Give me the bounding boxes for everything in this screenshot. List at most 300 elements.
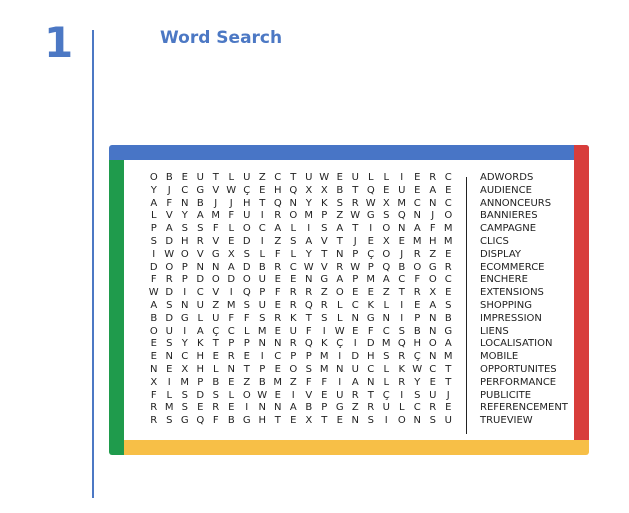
grid-letter: C (367, 363, 375, 375)
grid-letter: B (398, 261, 406, 273)
grid-letter: R (196, 235, 204, 247)
grid-letter: P (352, 274, 359, 286)
grid-letter: E (367, 235, 374, 247)
grid-letter: Q (397, 338, 406, 350)
grid-letter: G (366, 210, 375, 222)
grid-letter: O (335, 287, 344, 299)
grid-letter: L (259, 248, 266, 260)
grid-letter: A (165, 223, 173, 235)
grid-letter: R (150, 415, 158, 427)
grid-letter: C (274, 172, 282, 183)
grid-letter: H (258, 415, 267, 427)
grid-letter: F (243, 312, 250, 324)
grid-letter: X (305, 184, 313, 196)
grid-letter: H (413, 338, 422, 350)
grid-letter: Z (274, 235, 282, 247)
word-list-item: CAMPAGNE (480, 223, 537, 235)
word-list-item: MOBILE (480, 351, 519, 363)
grid-letter: Z (382, 287, 390, 299)
grid-letter: N (227, 363, 235, 375)
grid-letter: D (149, 261, 158, 273)
grid-letter: R (367, 402, 375, 414)
grid-row (146, 390, 456, 403)
grid-letter: C (289, 261, 297, 273)
grid-letter: C (351, 299, 359, 311)
grid-letter: E (228, 235, 235, 247)
word-list (480, 172, 575, 428)
letter-grid (146, 172, 456, 428)
grid-letter: Y (414, 376, 421, 388)
grid-letter: V (212, 184, 220, 196)
grid-letter: P (367, 261, 374, 273)
grid-letter: E (212, 351, 219, 363)
grid-letter: W (350, 210, 361, 222)
grid-letter: Q (196, 415, 205, 427)
word-list-item: LIENS (480, 325, 509, 337)
grid-letter: F (228, 210, 235, 222)
grid-letter: S (290, 235, 297, 247)
grid-letter: M (180, 376, 190, 388)
word-list-item: AUDIENCE (480, 184, 532, 196)
grid-letter: L (383, 172, 390, 183)
grid-letter: N (274, 338, 282, 350)
grid-letter: K (320, 197, 328, 209)
grid-letter: Q (242, 287, 251, 299)
grid-letter: P (197, 376, 204, 388)
grid-letter: H (196, 351, 205, 363)
grid-letter: E (228, 376, 235, 388)
grid-letter: U (196, 299, 204, 311)
word-list-item: REFERENCEMENT (480, 402, 568, 414)
grid-letter: S (197, 223, 204, 235)
grid-letter: M (412, 235, 422, 247)
grid-row (146, 236, 456, 249)
grid-letter: P (259, 287, 266, 299)
grid-letter: F (212, 223, 219, 235)
word-list-item: CLICS (480, 235, 509, 247)
grid-letter: N (429, 351, 437, 363)
grid-letter: P (321, 402, 328, 414)
grid-letter: E (321, 389, 328, 401)
grid-letter: O (289, 210, 298, 222)
grid-letter: Q (304, 299, 313, 311)
grid-letter: D (196, 389, 205, 401)
grid-letter: R (413, 287, 421, 299)
grid-letter: E (243, 351, 250, 363)
grid-letter: N (305, 274, 313, 286)
grid-letter: E (274, 274, 281, 286)
grid-letter: L (290, 248, 297, 260)
grid-letter: T (290, 172, 297, 183)
grid-letter: O (149, 172, 158, 183)
grid-letter: N (429, 197, 437, 209)
grid-row (146, 415, 456, 428)
grid-letter: O (180, 248, 189, 260)
word-list-item: EXTENSIONS (480, 287, 544, 299)
grid-letter: C (444, 197, 452, 209)
grid-letter: N (413, 415, 421, 427)
grid-letter: N (351, 312, 359, 324)
grid-letter: C (181, 351, 189, 363)
grid-letter: N (258, 402, 266, 414)
grid-letter: Z (212, 299, 220, 311)
grid-letter: I (400, 172, 404, 183)
grid-letter: N (274, 402, 282, 414)
grid-letter: E (274, 325, 281, 337)
grid-letter: P (181, 274, 188, 286)
grid-letter: L (383, 363, 390, 375)
grid-letter: S (243, 299, 250, 311)
grid-letter: D (165, 235, 174, 247)
grid-row (146, 262, 456, 275)
grid-letter: Y (181, 210, 188, 222)
grid-letter: W (334, 325, 345, 337)
grid-letter: D (242, 261, 251, 273)
grid-letter: R (305, 287, 313, 299)
grid-letter: K (289, 312, 297, 324)
grid-letter: B (305, 402, 313, 414)
grid-letter: N (367, 376, 375, 388)
grid-letter: R (212, 402, 220, 414)
grid-letter: E (166, 363, 173, 375)
grid-letter: S (181, 223, 188, 235)
grid-letter: J (167, 184, 171, 196)
grid-letter: S (181, 402, 188, 414)
grid-letter: J (431, 210, 435, 222)
grid-letter: E (414, 184, 421, 196)
word-list-item: SHOPPING (480, 299, 532, 311)
grid-letter: U (305, 172, 313, 183)
grid-letter: B (413, 325, 421, 337)
grid-letter: X (429, 287, 437, 299)
grid-letter: L (383, 376, 390, 388)
grid-letter: M (211, 210, 221, 222)
grid-letter: O (397, 415, 406, 427)
grid-letter: C (181, 184, 189, 196)
grid-letter: W (350, 261, 361, 273)
grid-letter: C (382, 325, 390, 337)
grid-letter: I (183, 287, 187, 299)
grid-letter: E (414, 299, 421, 311)
grid-letter: I (260, 351, 264, 363)
grid-letter: N (258, 338, 266, 350)
grid-letter: N (351, 415, 359, 427)
grid-letter: M (257, 325, 267, 337)
grid-letter: R (351, 197, 359, 209)
grid-letter: S (166, 299, 173, 311)
grid-letter: P (259, 363, 266, 375)
grid-letter: Z (258, 172, 266, 183)
grid-letter: L (367, 172, 374, 183)
grid-letter: L (228, 172, 235, 183)
grid-letter: T (305, 312, 312, 324)
grid-letter: O (242, 274, 251, 286)
grid-letter: K (196, 338, 204, 350)
grid-letter: X (227, 248, 235, 260)
grid-letter: H (428, 235, 437, 247)
grid-letter: P (150, 223, 157, 235)
word-list-item: ECOMMERCE (480, 261, 545, 273)
grid-letter: T (212, 338, 219, 350)
word-list-item: ADWORDS (480, 172, 534, 183)
grid-letter: J (400, 248, 404, 260)
grid-letter: I (400, 312, 404, 324)
grid-letter: P (321, 210, 328, 222)
grid-letter: E (274, 299, 281, 311)
grid-letter: U (258, 299, 266, 311)
grid-letter: N (382, 312, 390, 324)
grid-letter: H (196, 363, 205, 375)
grid-letter: G (180, 415, 189, 427)
grid-letter: E (228, 402, 235, 414)
grid-letter: W (412, 363, 423, 375)
word-list-item: BANNIERES (480, 210, 538, 222)
grid-letter: X (382, 235, 390, 247)
grid-letter: R (444, 261, 452, 273)
grid-letter: I (167, 376, 171, 388)
grid-letter: U (351, 363, 359, 375)
grid-letter: L (398, 402, 405, 414)
grid-letter: M (164, 402, 174, 414)
page-title: Word Search (160, 28, 283, 48)
grid-row (146, 223, 456, 236)
grid-row (146, 326, 456, 339)
grid-row (146, 377, 456, 390)
grid-letter: X (305, 415, 313, 427)
grid-letter: G (180, 312, 189, 324)
grid-letter: J (229, 197, 233, 209)
grid-letter: S (383, 210, 390, 222)
grid-letter: R (351, 389, 359, 401)
grid-letter: I (245, 402, 249, 414)
grid-letter: M (319, 351, 329, 363)
grid-row (146, 402, 456, 415)
frame-right-bar (574, 145, 589, 440)
grid-letter: U (429, 389, 437, 401)
word-list-item: ANNONCEURS (480, 197, 552, 209)
grid-letter: E (414, 172, 421, 183)
grid-letter: S (398, 325, 405, 337)
grid-letter: L (212, 363, 219, 375)
word-list-item: LOCALISATION (480, 338, 553, 350)
grid-letter: M (443, 351, 453, 363)
word-list-item: PERFORMANCE (480, 376, 557, 388)
grid-letter: B (212, 376, 220, 388)
grid-letter: H (273, 184, 282, 196)
grid-letter: S (321, 223, 328, 235)
grid-letter: R (429, 402, 437, 414)
grid-letter: R (398, 376, 406, 388)
grid-letter: V (212, 235, 220, 247)
grid-letter: M (226, 299, 236, 311)
grid-letter: O (444, 210, 453, 222)
grid-letter: Q (382, 261, 391, 273)
grid-letter: R (429, 172, 437, 183)
grid-letter: I (291, 389, 295, 401)
vertical-divider (92, 30, 94, 498)
grid-letter: Ç (212, 325, 220, 337)
grid-letter: H (242, 197, 251, 209)
grid-letter: E (445, 184, 452, 196)
grid-letter: T (321, 415, 328, 427)
grid-letter: U (444, 415, 452, 427)
grid-letter: G (444, 325, 453, 337)
grid-letter: R (413, 248, 421, 260)
grid-letter: F (274, 248, 281, 260)
grid-letter: F (367, 325, 374, 337)
grid-letter: S (166, 415, 173, 427)
grid-letter: E (290, 274, 297, 286)
grid-letter: J (214, 197, 218, 209)
grid-letter: S (367, 415, 374, 427)
grid-letter: B (258, 376, 266, 388)
grid-letter: E (445, 287, 452, 299)
grid-row (146, 210, 456, 223)
grid-letter: Ç (367, 248, 375, 260)
grid-letter: S (383, 351, 390, 363)
grid-letter: Y (150, 184, 157, 196)
grid-letter: O (428, 338, 437, 350)
grid-letter: A (227, 261, 235, 273)
grid-letter: F (166, 197, 173, 209)
grid-letter: P (228, 338, 235, 350)
grid-letter: U (212, 312, 220, 324)
grid-letter: S (166, 338, 173, 350)
grid-letter: E (181, 172, 188, 183)
grid-letter: X (150, 376, 158, 388)
grid-letter: R (336, 261, 344, 273)
grid-letter: B (196, 197, 204, 209)
grid-letter: A (382, 274, 390, 286)
grid-letter: R (289, 299, 297, 311)
grid-letter: R (274, 312, 282, 324)
grid-letter: A (305, 235, 313, 247)
grid-letter: N (196, 261, 204, 273)
grid-letter: N (398, 223, 406, 235)
grid-letter: F (150, 274, 157, 286)
grid-letter: N (212, 261, 220, 273)
grid-letter: Ç (413, 351, 421, 363)
grid-row (146, 287, 456, 300)
word-list-item: ENCHERE (480, 274, 528, 286)
grid-letter: N (413, 210, 421, 222)
grid-letter: U (398, 184, 406, 196)
grid-letter: C (398, 274, 406, 286)
grid-letter: U (165, 325, 173, 337)
word-list-item: IMPRESSION (480, 312, 542, 324)
grid-letter: Ç (336, 338, 344, 350)
grid-letter: M (273, 376, 283, 388)
grid-letter: N (336, 248, 344, 260)
grid-letter: B (227, 415, 235, 427)
grid-letter: U (351, 172, 359, 183)
grid-letter: T (352, 223, 359, 235)
grid-letter: S (321, 312, 328, 324)
grid-letter: N (429, 312, 437, 324)
grid-letter: O (211, 274, 220, 286)
grid-letter: M (443, 235, 453, 247)
grid-letter: V (165, 210, 173, 222)
grid-row (146, 338, 456, 351)
grid-row (146, 185, 456, 198)
grid-letter: A (336, 223, 344, 235)
grid-letter: F (305, 325, 312, 337)
grid-letter: Q (304, 338, 313, 350)
grid-letter: F (274, 287, 281, 299)
grid-letter: L (243, 325, 250, 337)
grid-letter: S (336, 197, 343, 209)
grid-letter: F (228, 312, 235, 324)
grid-letter: S (243, 248, 250, 260)
grid-letter: T (367, 389, 374, 401)
grid-letter: E (274, 389, 281, 401)
grid-letter: L (197, 312, 204, 324)
grid-letter: A (289, 402, 297, 414)
grid-letter: W (164, 248, 175, 260)
grid-letter: I (353, 338, 357, 350)
grid-letter: H (180, 235, 189, 247)
grid-letter: C (444, 172, 452, 183)
grid-letter: S (150, 235, 157, 247)
grid-letter: O (382, 248, 391, 260)
grid-letter: T (445, 376, 452, 388)
grid-letter: A (413, 223, 421, 235)
grid-letter: Z (320, 287, 328, 299)
grid-letter: M (319, 363, 329, 375)
grid-letter: W (226, 184, 237, 196)
grid-letter: G (196, 184, 205, 196)
grid-letter: U (243, 210, 251, 222)
grid-letter: U (382, 402, 390, 414)
grid-letter: Z (289, 376, 297, 388)
grid-letter: O (149, 325, 158, 337)
grid-letter: E (336, 415, 343, 427)
grid-letter: E (429, 376, 436, 388)
grid-letter: M (366, 274, 376, 286)
grid-letter: S (429, 415, 436, 427)
grid-letter: O (242, 389, 251, 401)
grid-letter: V (212, 287, 220, 299)
grid-letter: I (384, 415, 388, 427)
grid-letter: E (352, 325, 359, 337)
grid-letter: T (274, 415, 281, 427)
grid-letter: R (289, 338, 297, 350)
grid-letter: R (165, 274, 173, 286)
grid-letter: C (227, 325, 235, 337)
grid-letter: T (259, 197, 266, 209)
grid-letter: R (227, 351, 235, 363)
grid-letter: Z (351, 402, 359, 414)
grid-letter: L (290, 223, 297, 235)
grid-letter: J (446, 389, 450, 401)
grid-letter: S (212, 389, 219, 401)
grid-letter: P (181, 261, 188, 273)
grid-letter: F (414, 274, 421, 286)
grid-letter: Q (366, 184, 375, 196)
grid-letter: U (258, 274, 266, 286)
grid-letter: V (320, 261, 328, 273)
grid-letter: B (336, 184, 344, 196)
grid-letter: C (413, 402, 421, 414)
grid-letter: A (429, 299, 437, 311)
grid-letter: A (196, 210, 204, 222)
grid-letter: Ç (382, 389, 390, 401)
grid-row (146, 198, 456, 211)
grid-letter: F (321, 376, 328, 388)
grid-letter: C (258, 223, 266, 235)
grid-letter: T (321, 248, 328, 260)
word-list-item: TRUEVIEW (480, 415, 533, 427)
